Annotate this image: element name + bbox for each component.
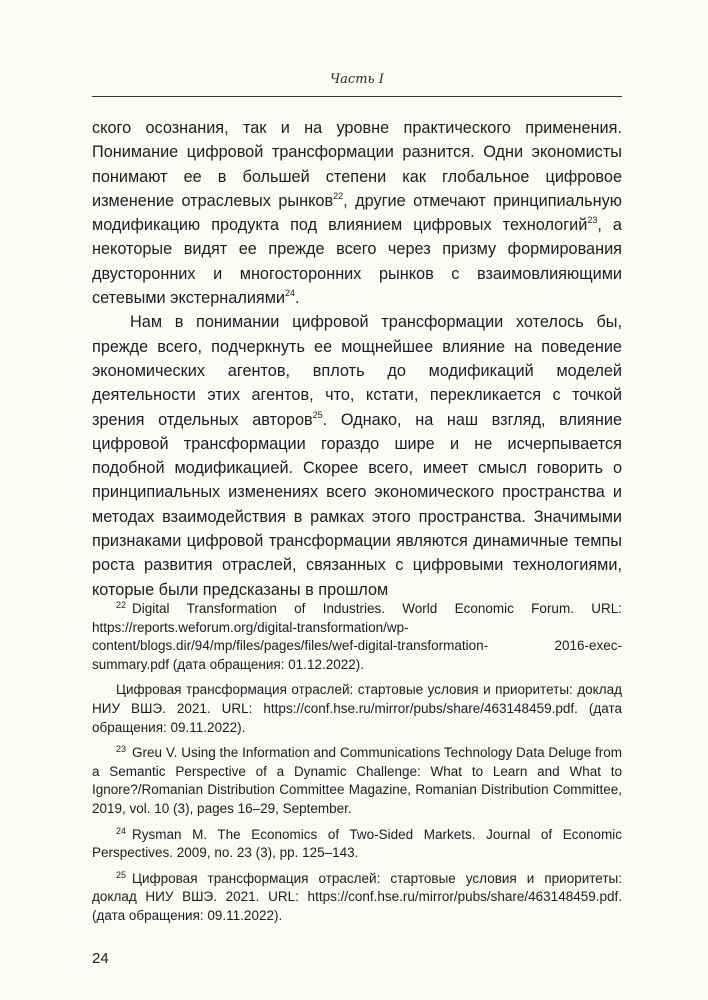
footnote-number: 24 (116, 825, 127, 836)
footnote-25: $^{25}$ Цифровая трансформация отраслей: стартовые условия и приоритеты: доклад НИУ ВШЭ. 2021. URL: https://conf.hse.ru/mirror/pubs/share/463148459.pdf. (дата обращения: 09.11.2022). (92, 869, 622, 923)
footnote-ref-23[interactable]: 23 (587, 215, 598, 226)
footnote-number: 25 (116, 869, 127, 880)
footnote-number: 22 (116, 600, 127, 610)
footnote-22-continuation: Цифровая трансформация отраслей: стартовые условия и приоритеты: доклад НИУ ВШЭ. 2021. URL: https://conf.hse.ru/mirror/pubs/share/463148459.pdf. (дата обращения: 09.11.2022). (92, 682, 622, 735)
footnote-22: $^{22}$ Digital Transformation of Industries. World Economic Forum. URL: https://reports.weforum.org/digital-transformation/wp-content/blogs.dir/94/mp/files/pages/files/wef-digital-transformation- 2016-exec-summary.pdf (дата обращения: 01.12.2022). (92, 600, 622, 672)
header-rule (92, 96, 622, 97)
running-head: Часть I (330, 72, 384, 87)
footnote-23: $^{23}$ Greu V. Using the Information and Communications Technology Data Deluge from a Semantic Perspective of a Dynamic Challenge: What to Learn and What to Ignore?/Romanian Distribution Committee Magazine, Romanian Distribution Committee, 2019, vol. 10 (3), pages 16–29, September. (92, 744, 622, 816)
main-text (92, 116, 622, 602)
footnote-number: 23 (116, 744, 127, 755)
page-number: 24 (92, 950, 109, 967)
paragraph-1: ского осознания, так и на уровне практического применения. Понимание цифровой трансформации разнится. Одни экономисты понимают ее в большей степени как глобальное цифровое изменение отраслевых рынков$^{22}$, другие отмечают принципиальную модификацию продукта под влиянием цифровых технологий$^{23}$, а некоторые видят ее прежде всего через призму формирования двусторонних и многосторонних рынков с взаимовлияющими сетевыми экстерналиями$^{24}$. (92, 119, 622, 308)
footnote-ref-25[interactable]: 25 (312, 409, 323, 420)
footnote-ref-24[interactable]: 24 (285, 288, 296, 299)
footnote-24: $^{24}$ Rysman M. The Economics of Two-Sided Markets. Journal of Economic Perspectives. 2009, no. 23 (3), pp. 125–143. (92, 825, 622, 861)
footnotes (92, 600, 622, 933)
footnote-ref-22[interactable]: 22 (333, 190, 344, 201)
paragraph-2: Нам в понимании цифровой трансформации хотелось бы, прежде всего, подчеркнуть ее мощнейшее влияние на поведение экономических агентов, вплоть до модификаций моделей деятельности этих агентов, что, кстати, перекликается с точкой зрения отдельных авторов$^{25}$. Однако, на наш взгляд, влияние цифровой трансформации гораздо шире и не исчерпывается подобной модификацией. Скорее всего, имеет смысл говорить о принципиальных изменениях всего экономического пространства и методах взаимодействия в рамках этого пространства. Значимыми признаками цифровой трансформации являются динамичные темпы роста развития отраслей, связанных с цифровыми технологиями, которые были предсказаны в прошлом (92, 313, 622, 599)
